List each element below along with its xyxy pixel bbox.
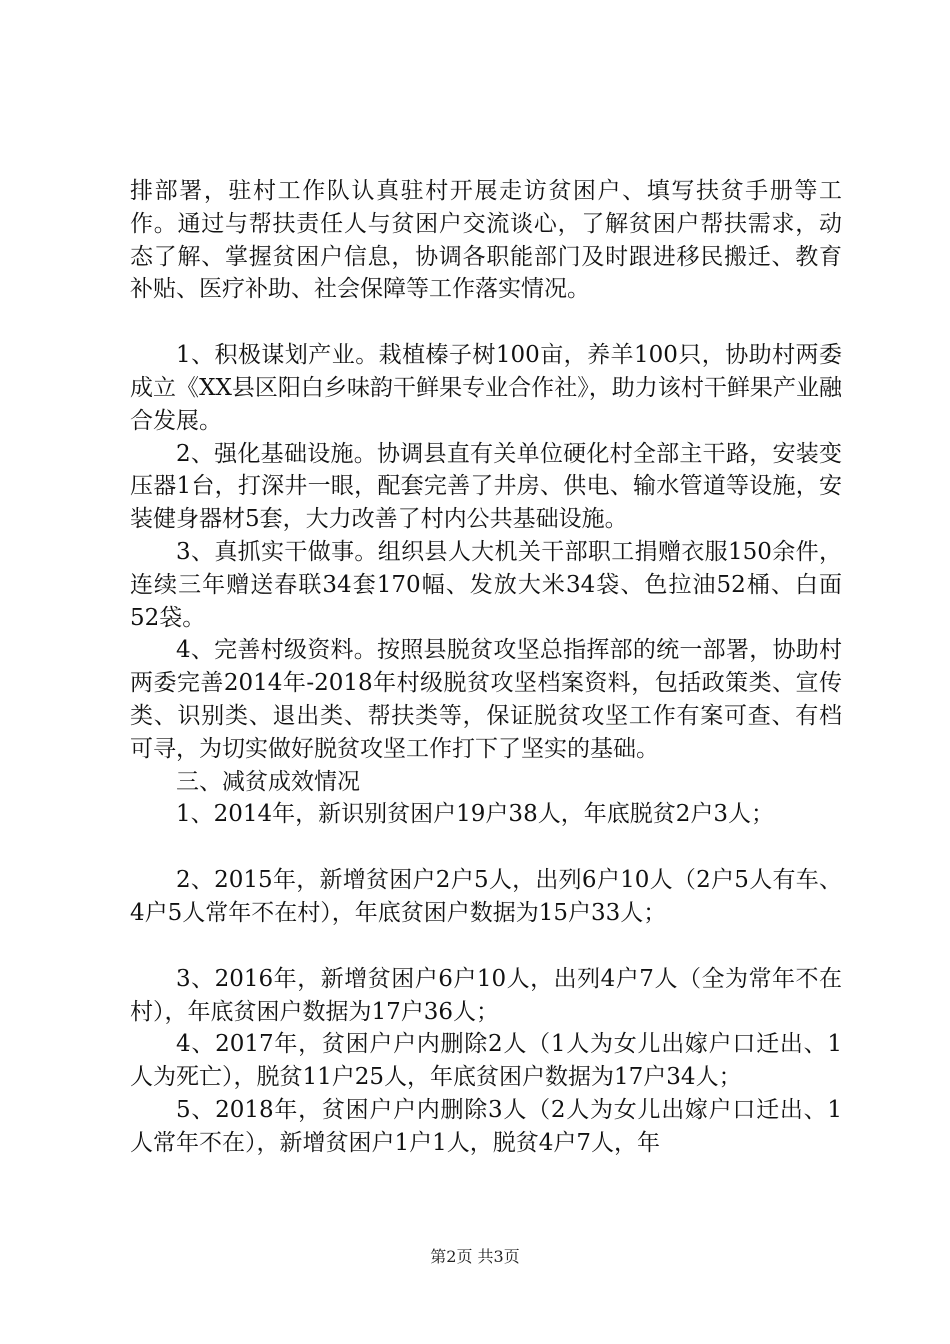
paragraph-2014: 1、2014年，新识别贫困户19户38人，年底脱贫2户3人； [176, 801, 774, 828]
paragraph-infrastructure: 2、强化基础设施。协调县直有关单位硬化村全部主干路，安装变压器1台，打深井一眼，配套完善了井房、供电、输水管道等设施，安装健身器材5套，大力改善了村内公共基础设施。 [130, 440, 842, 533]
document-body [130, 175, 842, 1160]
paragraph-intro: 排部署，驻村工作队认真驻村开展走访贫困户、填写扶贫手册等工作。通过与帮扶责任人与贫困户交流谈心，了解贫困户帮扶需求，动态了解、掌握贫困户信息，协调各职能部门及时跟进移民搬迁、教育补贴、医疗补助、社会保障等工作落实情况。 [130, 178, 842, 303]
paragraph-2017: 4、2017年，贫困户户内删除2人（1人为女儿出嫁户口迁出、1人为死亡），脱贫11户25人，年底贫困户数据为17户34人； [130, 1031, 842, 1091]
section-heading-poverty-reduction: 三、减贫成效情况 [176, 768, 360, 795]
paragraph-industry: 1、积极谋划产业。栽植榛子树100亩，养羊100只，协助村两委成立《XX县区阳白乡味韵干鲜果专业合作社》，助力该村干鲜果产业融合发展。 [130, 342, 842, 434]
paragraph-practical-work: 3、真抓实干做事。组织县人大机关干部职工捐赠衣服150余件，连续三年赠送春联34套170幅、发放大米34袋、色拉油52桶、白面52袋。 [130, 538, 842, 631]
paragraph-2018: 5、2018年，贫困户户内删除3人（2人为女儿出嫁户口迁出、1人常年不在），新增贫困户1户1人，脱贫4户7人，年 [130, 1096, 842, 1156]
page-number: 第2页 共3页 [430, 1247, 520, 1266]
paragraph-2015: 2、2015年，新增贫困户2户5人，出列6户10人（2户5人有车、4户5人常年不在村），年底贫困户数据为15户33人； [130, 867, 842, 926]
paragraph-village-records: 4、完善村级资料。按照县脱贫攻坚总指挥部的统一部署，协助村两委完善2014年-2018年村级脱贫攻坚档案资料，包括政策类、宣传类、识别类、退出类、帮扶类等，保证脱贫攻坚工作有案可查、有档可寻，为切实做好脱贫攻坚工作打下了坚实的基础。 [130, 637, 842, 762]
paragraph-2016: 3、2016年，新增贫困户6户10人，出列4户7人（全为常年不在村），年底贫困户数据为17户36人； [130, 965, 842, 1025]
